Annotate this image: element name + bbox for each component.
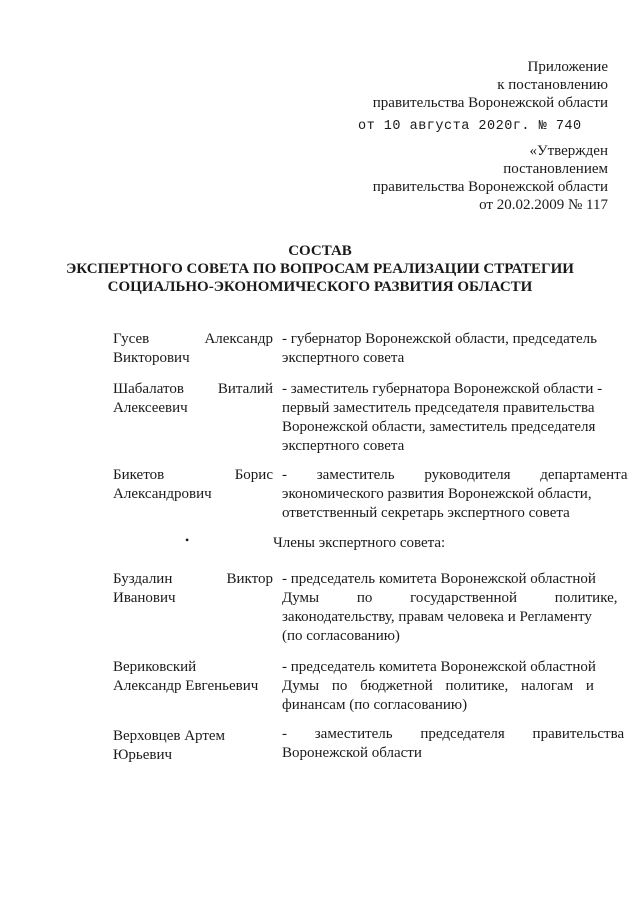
document-subtitle-line1: ЭКСПЕРТНОГО СОВЕТА ПО ВОПРОСАМ РЕАЛИЗАЦИИ СТРАТЕГИИ [66, 261, 574, 277]
person-role: - губернатор Воронежской области, председатель экспертного совета [282, 331, 597, 366]
appendix-label: Приложение [527, 59, 608, 75]
person-name: Шабалатов Виталий Алексеевич [113, 381, 273, 416]
appendix-date-number: от 10 августа 2020г. № 740 [358, 119, 582, 134]
person-name: Верховцев Артем Юрьевич [113, 728, 226, 763]
stray-mark: • [185, 533, 190, 547]
person-role: - заместитель губернатора Воронежской области - первый заместитель председателя правительства Воронежской области, заместитель председателя экспертного совета [282, 381, 603, 454]
person-name: Гусев Александр Викторович [113, 331, 273, 366]
members-heading: Члены экспертного совета: [273, 535, 446, 551]
approval-government: правительства Воронежской области [372, 179, 608, 195]
appendix-to-resolution: к постановлению [497, 77, 608, 93]
approval-resolution: постановлением [503, 161, 608, 177]
person-role: - председатель комитета Воронежской областной Думы по государственной политике, законодательству, правам человека и Регламенту (по согласованию) [282, 571, 618, 644]
person-role: - заместитель председателя правительства Воронежской области [282, 726, 625, 761]
person-name: Бикетов Борис Александрович [113, 467, 273, 502]
person-role: - заместитель руководителя департамента экономического развития Воронежской области, ответственный секретарь экспертного совета [282, 467, 628, 521]
person-name: Буздалин Виктор Иванович [113, 571, 273, 606]
document-subtitle-line2: СОЦИАЛЬНО-ЭКОНОМИЧЕСКОГО РАЗВИТИЯ ОБЛАСТИ [107, 279, 533, 295]
document-title: СОСТАВ [288, 243, 352, 259]
approval-label: «Утвержден [529, 143, 608, 159]
person-name: Вериковский Александр Евгеньевич [113, 659, 259, 694]
approval-date-number: от 20.02.2009 № 117 [479, 197, 608, 213]
appendix-government: правительства Воронежской области [372, 95, 608, 111]
person-role: - председатель комитета Воронежской областной Думы по бюджетной политике, налогам и финансам (по согласованию) [282, 659, 596, 713]
